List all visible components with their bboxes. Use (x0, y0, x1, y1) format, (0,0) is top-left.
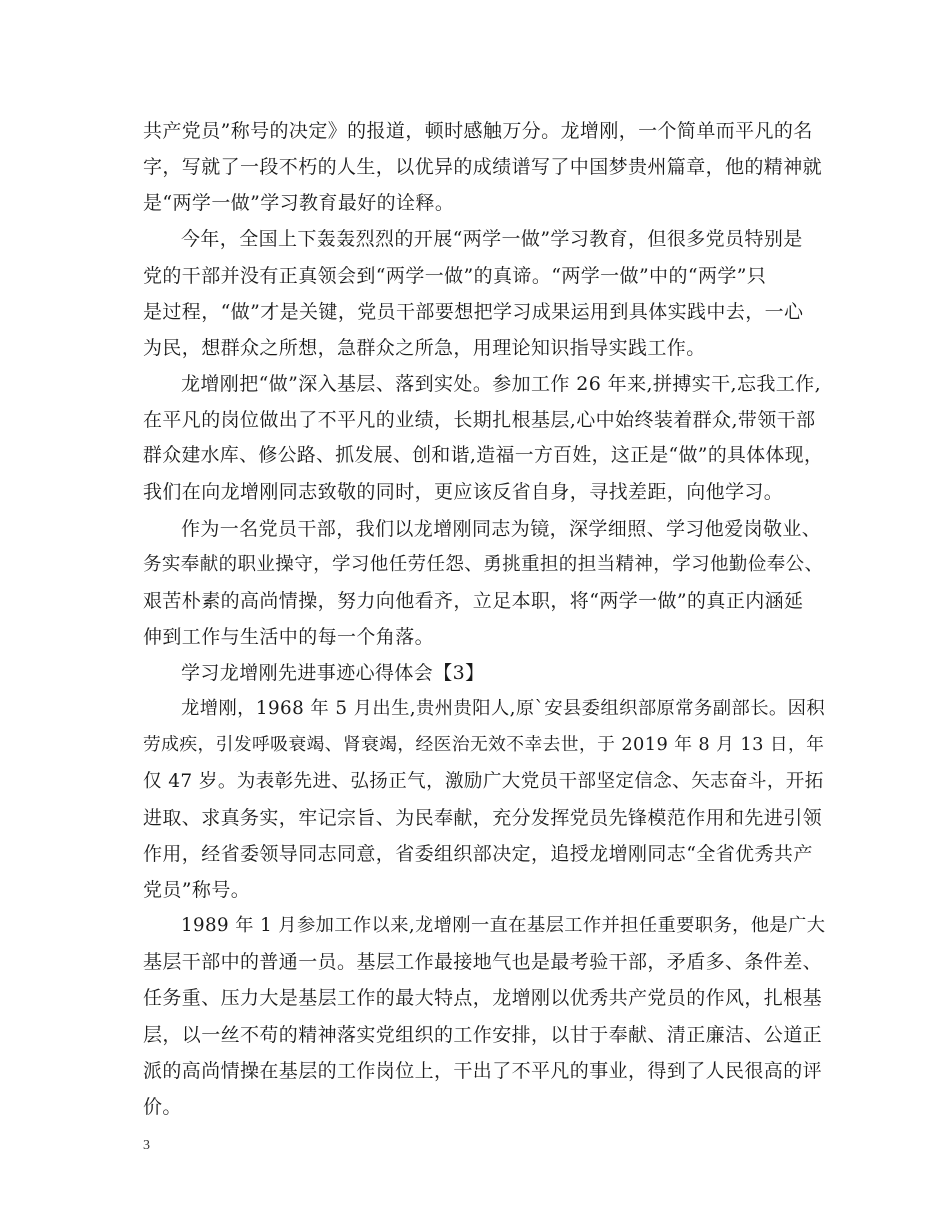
text-line: 党的干部并没有正真领会到“两学一做”的真谛。“两学一做”中的“两学”只 (143, 264, 767, 287)
text-line: 劳成疾，引发呼吸衰竭、肾衰竭，经医治无效不幸去世，于 2019 年 8 月 13 日，年 (143, 735, 825, 756)
text-line: 在平凡的岗位做出了不平凡的业绩，长期扎根基层,心中始终装着群众,带领干部 (143, 409, 816, 432)
text-line: 仅 47 岁。为表彰先进、弘扬正气，激励广大党员干部坚定信念、矢志奋斗，开拓 (143, 770, 824, 792)
text-line: 层，以一丝不苟的精神落实党组织的工作安排，以甘于奉献、清正廉洁、公道正 (143, 1023, 823, 1046)
text-line: 派的高尚情操在基层的工作岗位上，干出了不平凡的事业，得到了人民很高的评 (143, 1059, 823, 1082)
text-line: 是“两学一做”学习教育最好的诠释。 (143, 192, 455, 215)
paragraph-first-line: 龙增刚把“做”深入基层、落到实处。参加工作 26 年来,拼搏实干,忘我工作, (181, 372, 822, 395)
text-line: 艰苦朴素的高尚情操，努力向他看齐，立足本职，将“两学一做”的真正内涵延 (143, 589, 804, 612)
text-line: 伸到工作与生活中的每一个角落。 (143, 625, 435, 648)
text-line: 进取、求真务实，牢记宗旨、为民奉献，充分发挥党员先锋模范作用和先进引领 (143, 806, 823, 829)
text-line: 作用，经省委领导同志同意，省委组织部决定，追授龙增刚同志“全省优秀共产 (143, 842, 813, 865)
section-heading: 学习龙增刚先进事迹心得体会【3】 (181, 662, 485, 685)
paragraph-first-line: 作为一名党员干部，我们以龙增刚同志为镜，深学细照、学习他爱岗敬业、 (181, 517, 822, 540)
paragraph-first-line: 今年，全国上下轰轰烈烈的开展“两学一做”学习教育，但很多党员特别是 (181, 228, 803, 251)
text-line: 价。 (143, 1095, 182, 1118)
text-line: 共产党员”称号的决定》的报道，顿时感触万分。龙增刚，一个简单而平凡的名 (143, 120, 813, 142)
text-line: 任务重、压力大是基层工作的最大特点，龙增刚以优秀共产党员的作风，扎根基 (143, 987, 823, 1010)
text-line: 为民，想群众之所想，急群众之所急，用理论知识指导实践工作。 (143, 336, 706, 359)
paragraph-first-line: 龙增刚，1968 年 5 月出生,贵州贵阳人,原`安县委组织部原常务副部长。因积 (181, 698, 826, 720)
text-line: 基层干部中的普通一员。基层工作最接地气也是最考验干部，矛盾多、条件差、 (143, 951, 823, 974)
document-body (143, 113, 826, 1125)
text-line: 务实奉献的职业操守，学习他任劳任怨、勇挑重担的担当精神，学习他勤俭奉公、 (143, 553, 824, 575)
text-line: 群众建水库、修公路、抓发展、创和谐,造福一方百姓，这正是“做”的具体体现， (143, 445, 824, 467)
text-line: 党员”称号。 (143, 878, 251, 901)
text-line: 我们在向龙增刚同志致敬的同时，更应该反省自身，寻找差距，向他学习。 (143, 481, 784, 504)
text-line: 字，写就了一段不朽的人生，以优异的成绩谱写了中国梦贵州篇章，他的精神就 (143, 156, 823, 179)
text-line: 是过程，“做”才是关键，党员干部要想把学习成果运用到具体实践中去，一心 (143, 300, 804, 323)
page-number: 3 (143, 1138, 150, 1153)
paragraph-first-line: 1989 年 1 月参加工作以来,龙增刚一直在基层工作并担任重要职务，他是广大 (181, 915, 826, 937)
